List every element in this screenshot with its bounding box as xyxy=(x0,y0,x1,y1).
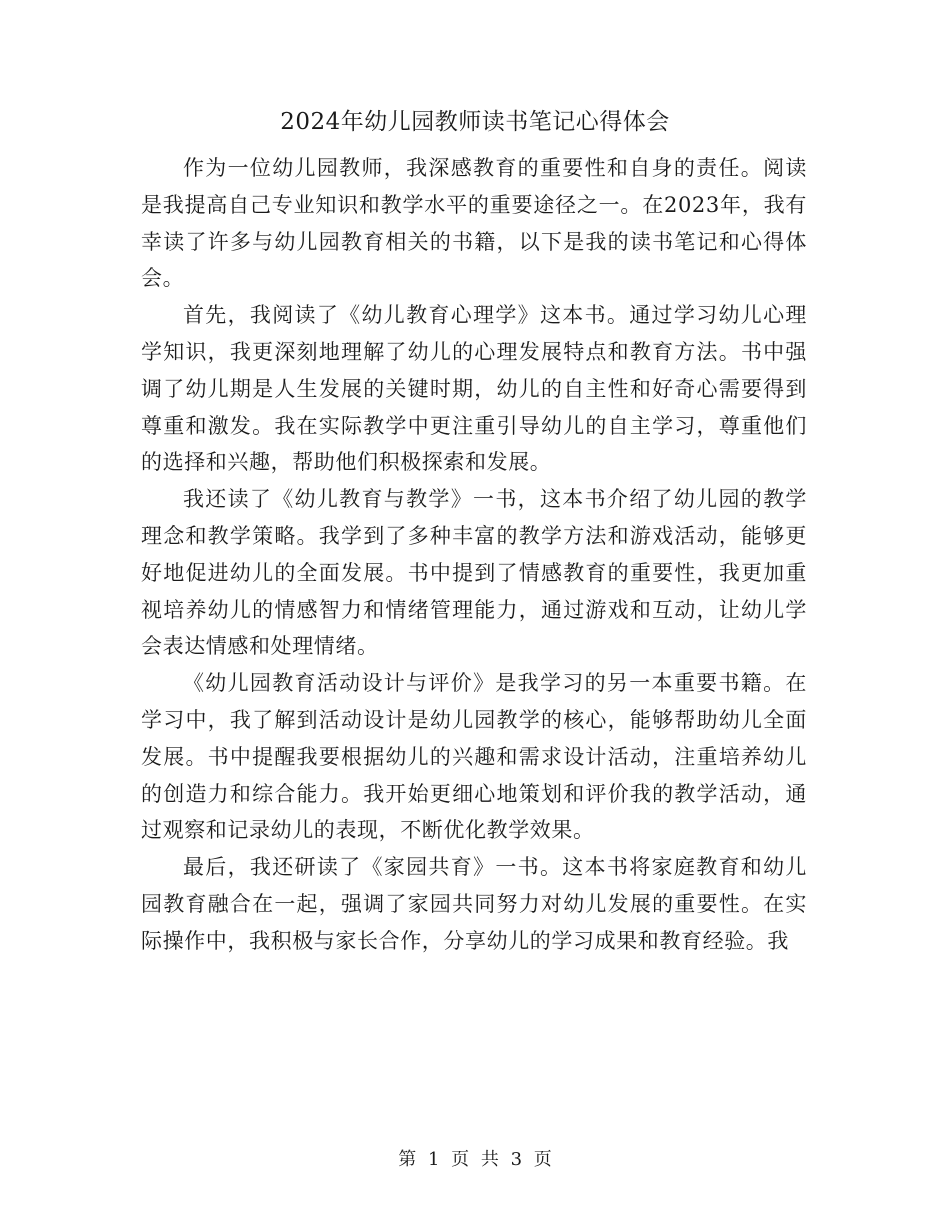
paragraph-intro: 作为一位幼儿园教师，我深感教育的重要性和自身的责任。阅读是我提高自己专业知识和教学水平的重要途径之一。在2023年，我有幸读了许多与幼儿园教育相关的书籍，以下是我的读书笔记和心得体会。 xyxy=(141,156,807,291)
paragraph-education-teaching: 我还读了《幼儿教育与教学》一书，这本书介绍了幼儿园的教学理念和教学策略。我学到了多种丰富的教学方法和游戏活动，能够更好地促进幼儿的全面发展。书中提到了情感教育的重要性，我更加重视培养幼儿的情感智力和情绪管理能力，通过游戏和互动，让幼儿学会表达情感和处理情绪。 xyxy=(141,487,807,659)
paragraph-home-school: 最后，我还研读了《家园共育》一书。这本书将家庭教育和幼儿园教育融合在一起，强调了家园共同努力对幼儿发展的重要性。在实际操作中，我积极与家长合作，分享幼儿的学习成果和教育经验。我 xyxy=(141,855,807,953)
paragraph-child-psychology: 首先，我阅读了《幼儿教育心理学》这本书。通过学习幼儿心理学知识，我更深刻地理解了幼儿的心理发展特点和教育方法。书中强调了幼儿期是人生发展的关键时期，幼儿的自主性和好奇心需要得到尊重和激发。我在实际教学中更注重引导幼儿的自主学习，尊重他们的选择和兴趣，帮助他们积极探索和发展。 xyxy=(141,303,807,475)
document-body xyxy=(141,150,807,960)
paragraph-activity-design: 《幼儿园教育活动设计与评价》是我学习的另一本重要书籍。在学习中，我了解到活动设计是幼儿园教学的核心，能够帮助幼儿全面发展。书中提醒我要根据幼儿的兴趣和需求设计活动，注重培养幼儿的创造力和综合能力。我开始更细心地策划和评价我的教学活动，通过观察和记录幼儿的表现，不断优化教学效果。 xyxy=(141,671,807,843)
page-number-footer: 第 1 页 共 3 页 xyxy=(398,1149,552,1170)
document-title: 2024年幼儿园教师读书笔记心得体会 xyxy=(280,109,670,135)
